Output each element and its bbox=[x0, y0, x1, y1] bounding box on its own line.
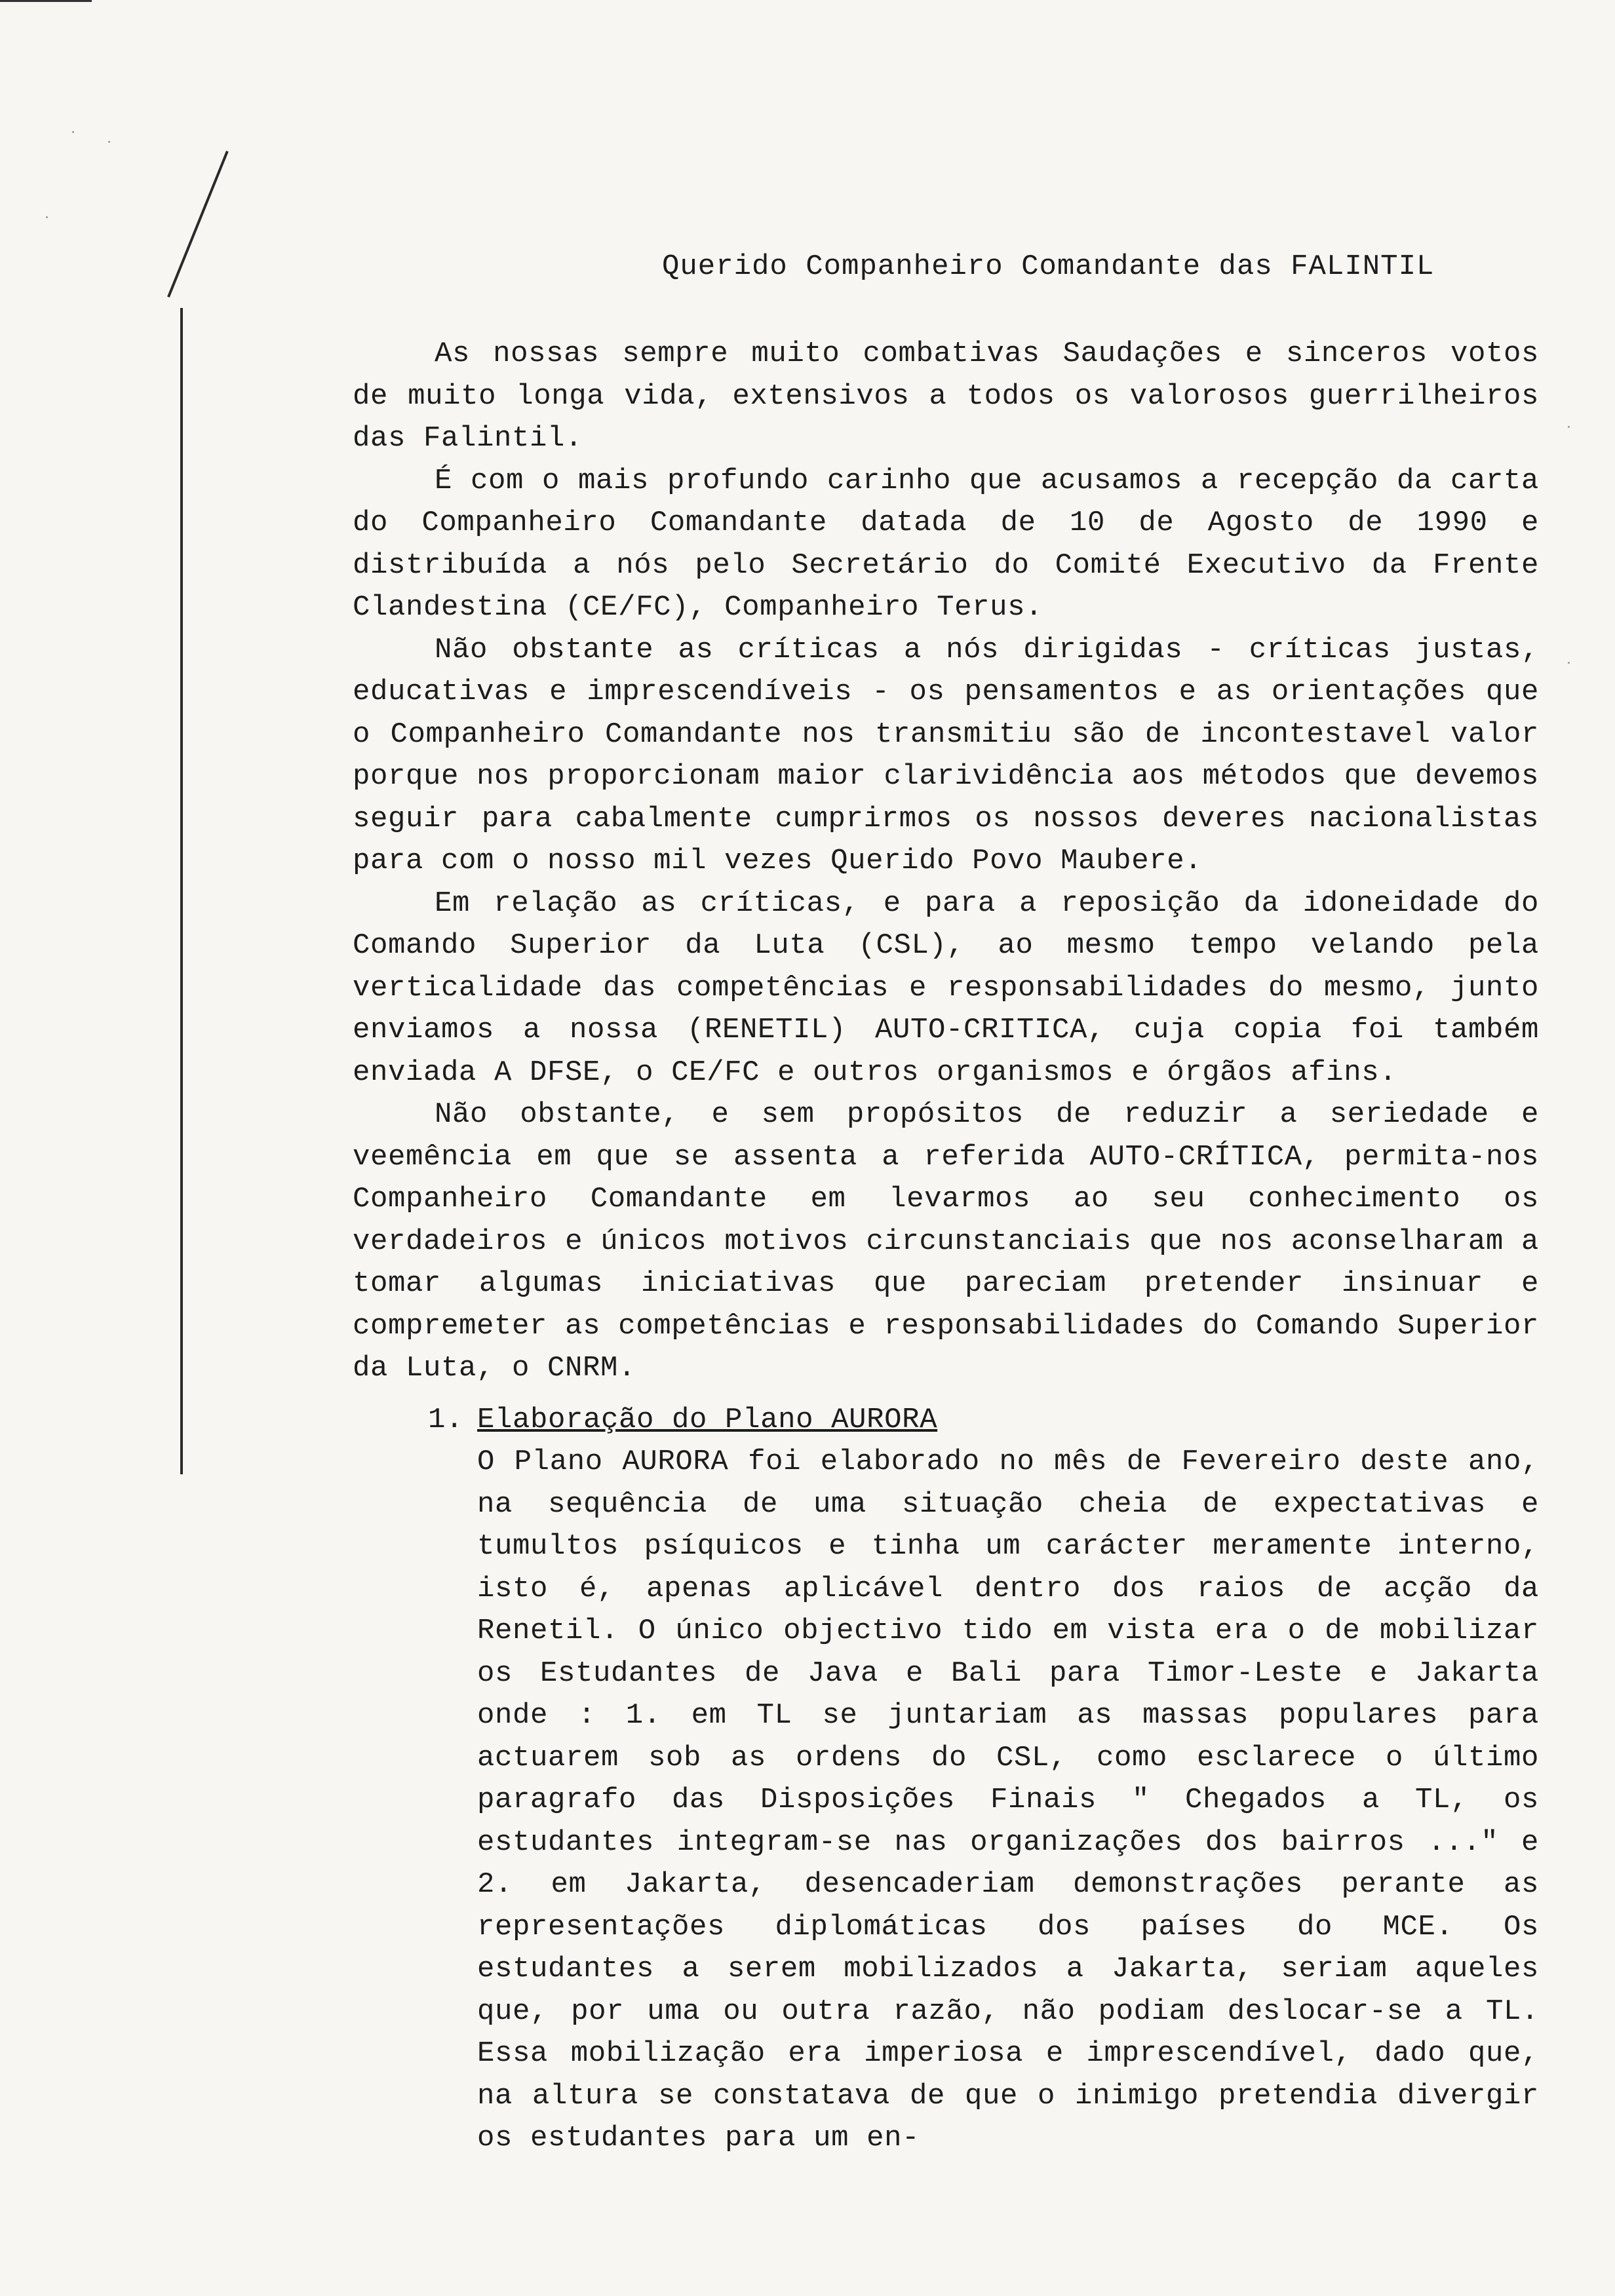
section-number: 1. bbox=[428, 1403, 464, 1436]
paragraph-acknowledgement: É com o mais profundo carinho que acusamos a recepção da carta do Companheiro Comandante datada de 10 de Agosto de 1990 e distribuída a nós pelo Secretário do Comité Executivo da Frente Clandestina (CE/FC), Companheiro Terus. bbox=[353, 464, 1539, 624]
paragraph-auto-critica: Em relação as críticas, e para a reposição da idoneidade do Comando Superior da Luta (CSL), ao mesmo tempo velando pela verticalidade das competências e responsabilidades do mesmo, junto enviamos a nossa (RENETIL) AUTO-CRITICA, cuja copia foi também enviada A DFSE, o CE/FC e outros organismos e órgãos afins. bbox=[353, 887, 1539, 1089]
pen-slash-mark bbox=[167, 151, 229, 297]
left-margin-line bbox=[180, 308, 183, 1474]
paragraph-motives: Não obstante, e sem propósitos de reduzir a seriedade e veemência em que se assenta a referida AUTO-CRÍTICA, permita-nos Companheiro Comandante em levarmos ao seu conhecimento os verdadeiros e únicos motivos circunstanciais que nos aconselharam a tomar algumas iniciativas que pareciam pretender insinuar e compremeter as competências e responsabilidades do Comando Superior da Luta, o CNRM. bbox=[353, 1098, 1539, 1385]
section-plano-aurora bbox=[353, 1399, 1539, 2160]
letter-salutation: Querido Companheiro Comandante das FALINTIL bbox=[662, 250, 1435, 283]
section-text: O Plano AURORA foi elaborado no mês de Fevereiro deste ano, na sequência de uma situação cheia de expectativas e tumultos psíquicos e tinha um carácter meramente interno, isto é, apenas aplicável dentro dos raios de acção da Renetil. O único objectivo tido em vista era o de mobilizar os Estudantes de Java e Bali para Timor-Leste e Jakarta onde : 1. em TL se juntariam as massas populares para actuarem sob as ordens do CSL, como esclarece o último paragrafo das Disposições Finais " Chegados a TL, os estudantes integram-se nas organizações dos bairros ..." e 2. em Jakarta, desencaderiam demonstrações perante as representações diplomáticas dos países do MCE. Os estudantes a serem mobilizados a Jakarta, seriam aqueles que, por uma ou outra razão, não podiam deslocar-se a TL. Essa mobilização era imperiosa e imprescendível, dado que, na altura se constatava de que o inimigo pretendia divergir os estudantes para um en- bbox=[477, 1445, 1539, 2154]
scan-speck bbox=[1568, 426, 1570, 428]
letter-body bbox=[353, 333, 1539, 2160]
scan-speck bbox=[46, 216, 48, 218]
paragraph-criticism-response: Não obstante as críticas a nós dirigidas - críticas justas, educativas e imprescendíveis - os pensamentos e as orientações que o Companheiro Comandante nos transmitiu são de incontestavel valor porque nos proporcionam maior clarividência aos métodos que devemos seguir para cabalmente cumprirmos os nossos deveres nacionalistas para com o nosso mil vezes Querido Povo Maubere. bbox=[353, 633, 1539, 877]
paragraph-greeting: As nossas sempre muito combativas Saudações e sinceros votos de muito longa vida, extensivos a todos os valorosos guerrilheiros das Falintil. bbox=[353, 337, 1539, 455]
scan-speck bbox=[72, 131, 74, 133]
scan-edge-mark bbox=[0, 0, 92, 2]
scan-speck bbox=[108, 141, 110, 143]
section-heading: Elaboração do Plano AURORA bbox=[477, 1403, 938, 1436]
scan-speck bbox=[1568, 662, 1570, 664]
